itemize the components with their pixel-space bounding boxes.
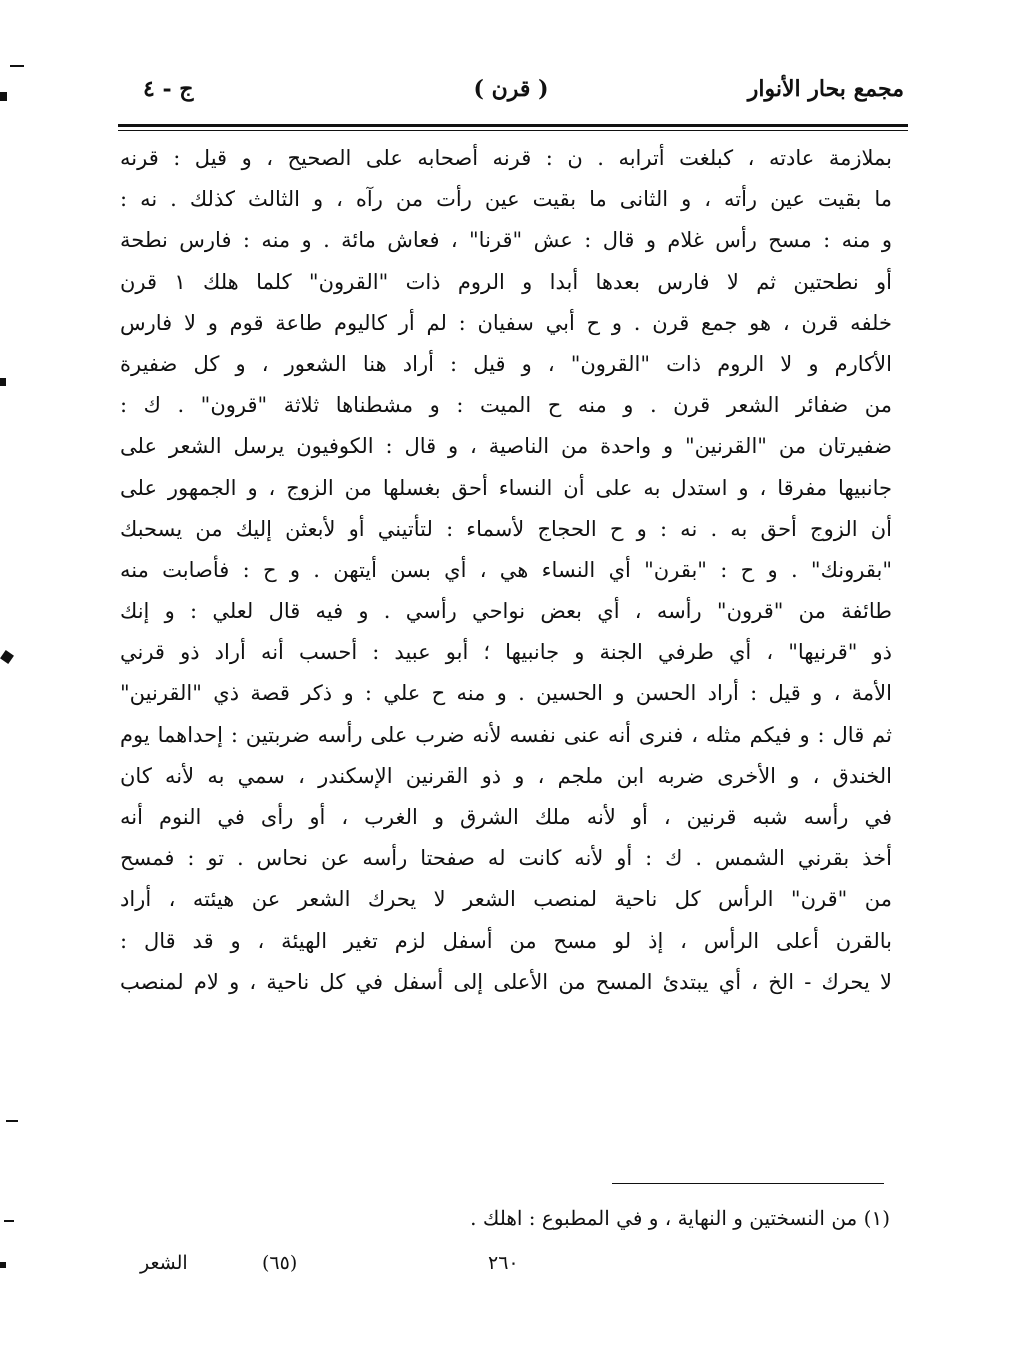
- text-line: من ضفائر الشعر قرن . و منه ح الميت : و مشطناها ثلاثة "قرون" . ك :: [120, 393, 892, 418]
- scan-mark: [0, 378, 6, 386]
- scan-mark: [0, 650, 14, 664]
- scan-mark: [0, 1262, 6, 1268]
- text-line: جانبيها مفرقا ، و استدل به على أن النساء أحق بغسلها من الزوج ، و الجمهور على: [120, 475, 892, 500]
- running-header: [118, 70, 904, 120]
- text-line: خلفه قرن ، هو جمع قرن . و ح أبي سفيان : لم أر كاليوم طاعة قوم و لا فارس: [120, 310, 892, 335]
- header-rule-thick: [118, 124, 908, 127]
- scan-mark: [0, 92, 7, 101]
- text-line: بملازمة عادته ، كبلغت أترابه . ن : قرنه أصحابه على الصحيح ، و قيل : قرنه: [120, 146, 892, 170]
- text-line: بالقرن أعلى الرأس ، إذ لو مسح من أسفل لزم تغير الهيئة ، و قد قال :: [120, 928, 892, 953]
- text-line: ذو "قرنيها" ، أي طرفي الجنة و جانبيها ؛ أبو عبيد : أحسب أنه أراد ذو قرني: [120, 640, 892, 665]
- book-title: مجمع بحار الأنوار: [747, 76, 904, 102]
- text-line: "بقرونك" . و ح : "بقرن" أي النساء هي ، أي بسن أيتهن . و ح : فأصابت منه: [120, 557, 892, 582]
- text-line: من "قرن" الرأس كل ناحية لمنصب الشعر لا يحرك الشعر عن هيئته ، أراد: [120, 887, 892, 912]
- text-line: أن الزوج أحق به . نه : و ح الحجاج لأسماء : لتأتيني أو لأبعثن إليك من يسحبك: [120, 516, 892, 541]
- text-line: الخندق ، و الأخرى ضربه ابن ملجم ، و ذو القرنين الإسكندر ، سمي به لأنه كان: [120, 763, 892, 788]
- text-line: ما بقيت عين رأته ، و الثانى ما بقيت عين رأت من رآه ، و الثالث كذلك . نه :: [120, 187, 892, 212]
- text-line: أخذ بقرني الشمس . ك : أو لأنه كانت له صفحتا رأسه عن نحاس . تو : فمسح: [120, 846, 892, 871]
- volume-label: ج - ٤: [143, 76, 194, 102]
- text-line: و منه : مسح رأس غلام و قال : عش "قرنا" ، فعاش مائة . و منه : فارس نطحة: [120, 228, 892, 253]
- footnote-rule: [612, 1183, 884, 1184]
- header-rule-thin: [118, 130, 908, 131]
- scan-mark: [4, 1220, 14, 1222]
- text-line: ثم قال : و فيكم مثله ، فنرى أنه عنى نفسه لأنه ضرب على رأسه ضربتين : إحداهما يوم: [120, 722, 892, 747]
- text-line: ضفيرتان من "القرنين" و واحدة من الناصية ، و قال : الكوفيون يرسل الشعر على: [120, 434, 892, 459]
- scan-mark: [6, 1120, 18, 1122]
- text-line: أو نطحتين ثم لا فارس بعدها أبدا و الروم ذات "القرون" كلما هلك ١ قرن: [120, 269, 892, 294]
- text-line: الأكارم و لا الروم ذات "القرون" ، و قيل : أراد هنا الشعور ، و كل ضفيرة: [120, 351, 892, 376]
- catchword: الشعر: [140, 1252, 188, 1274]
- text-line: الأمة ، و قيل : أراد الحسن و الحسين . و منه ح علي : و ذكر قصة ذي "القرنين": [120, 681, 892, 706]
- text-line: في رأسه شبه قرنين ، أو لأنه ملك الشرق و الغرب ، أو رأى في النوم أنه: [120, 805, 892, 829]
- footnote: (١) من النسختين و النهاية ، و في المطبوع : اهلك .: [470, 1206, 890, 1230]
- scan-mark: [10, 65, 24, 67]
- body-text: [120, 138, 892, 1003]
- page-number: ٢٦٠: [488, 1252, 519, 1274]
- entry-heading: ( قرن ): [473, 76, 549, 102]
- text-line: طائفة من "قرون" رأسه ، أي بعض نواحي رأسي . و فيه قال لعلي : و إنك: [120, 599, 892, 624]
- signature-number: (٦٥): [262, 1252, 298, 1274]
- text-line: لا يحرك - الخ ، أي يبتدئ المسح من الأعلى إلى أسفل في كل ناحية ، و لام لمنصب: [120, 969, 892, 994]
